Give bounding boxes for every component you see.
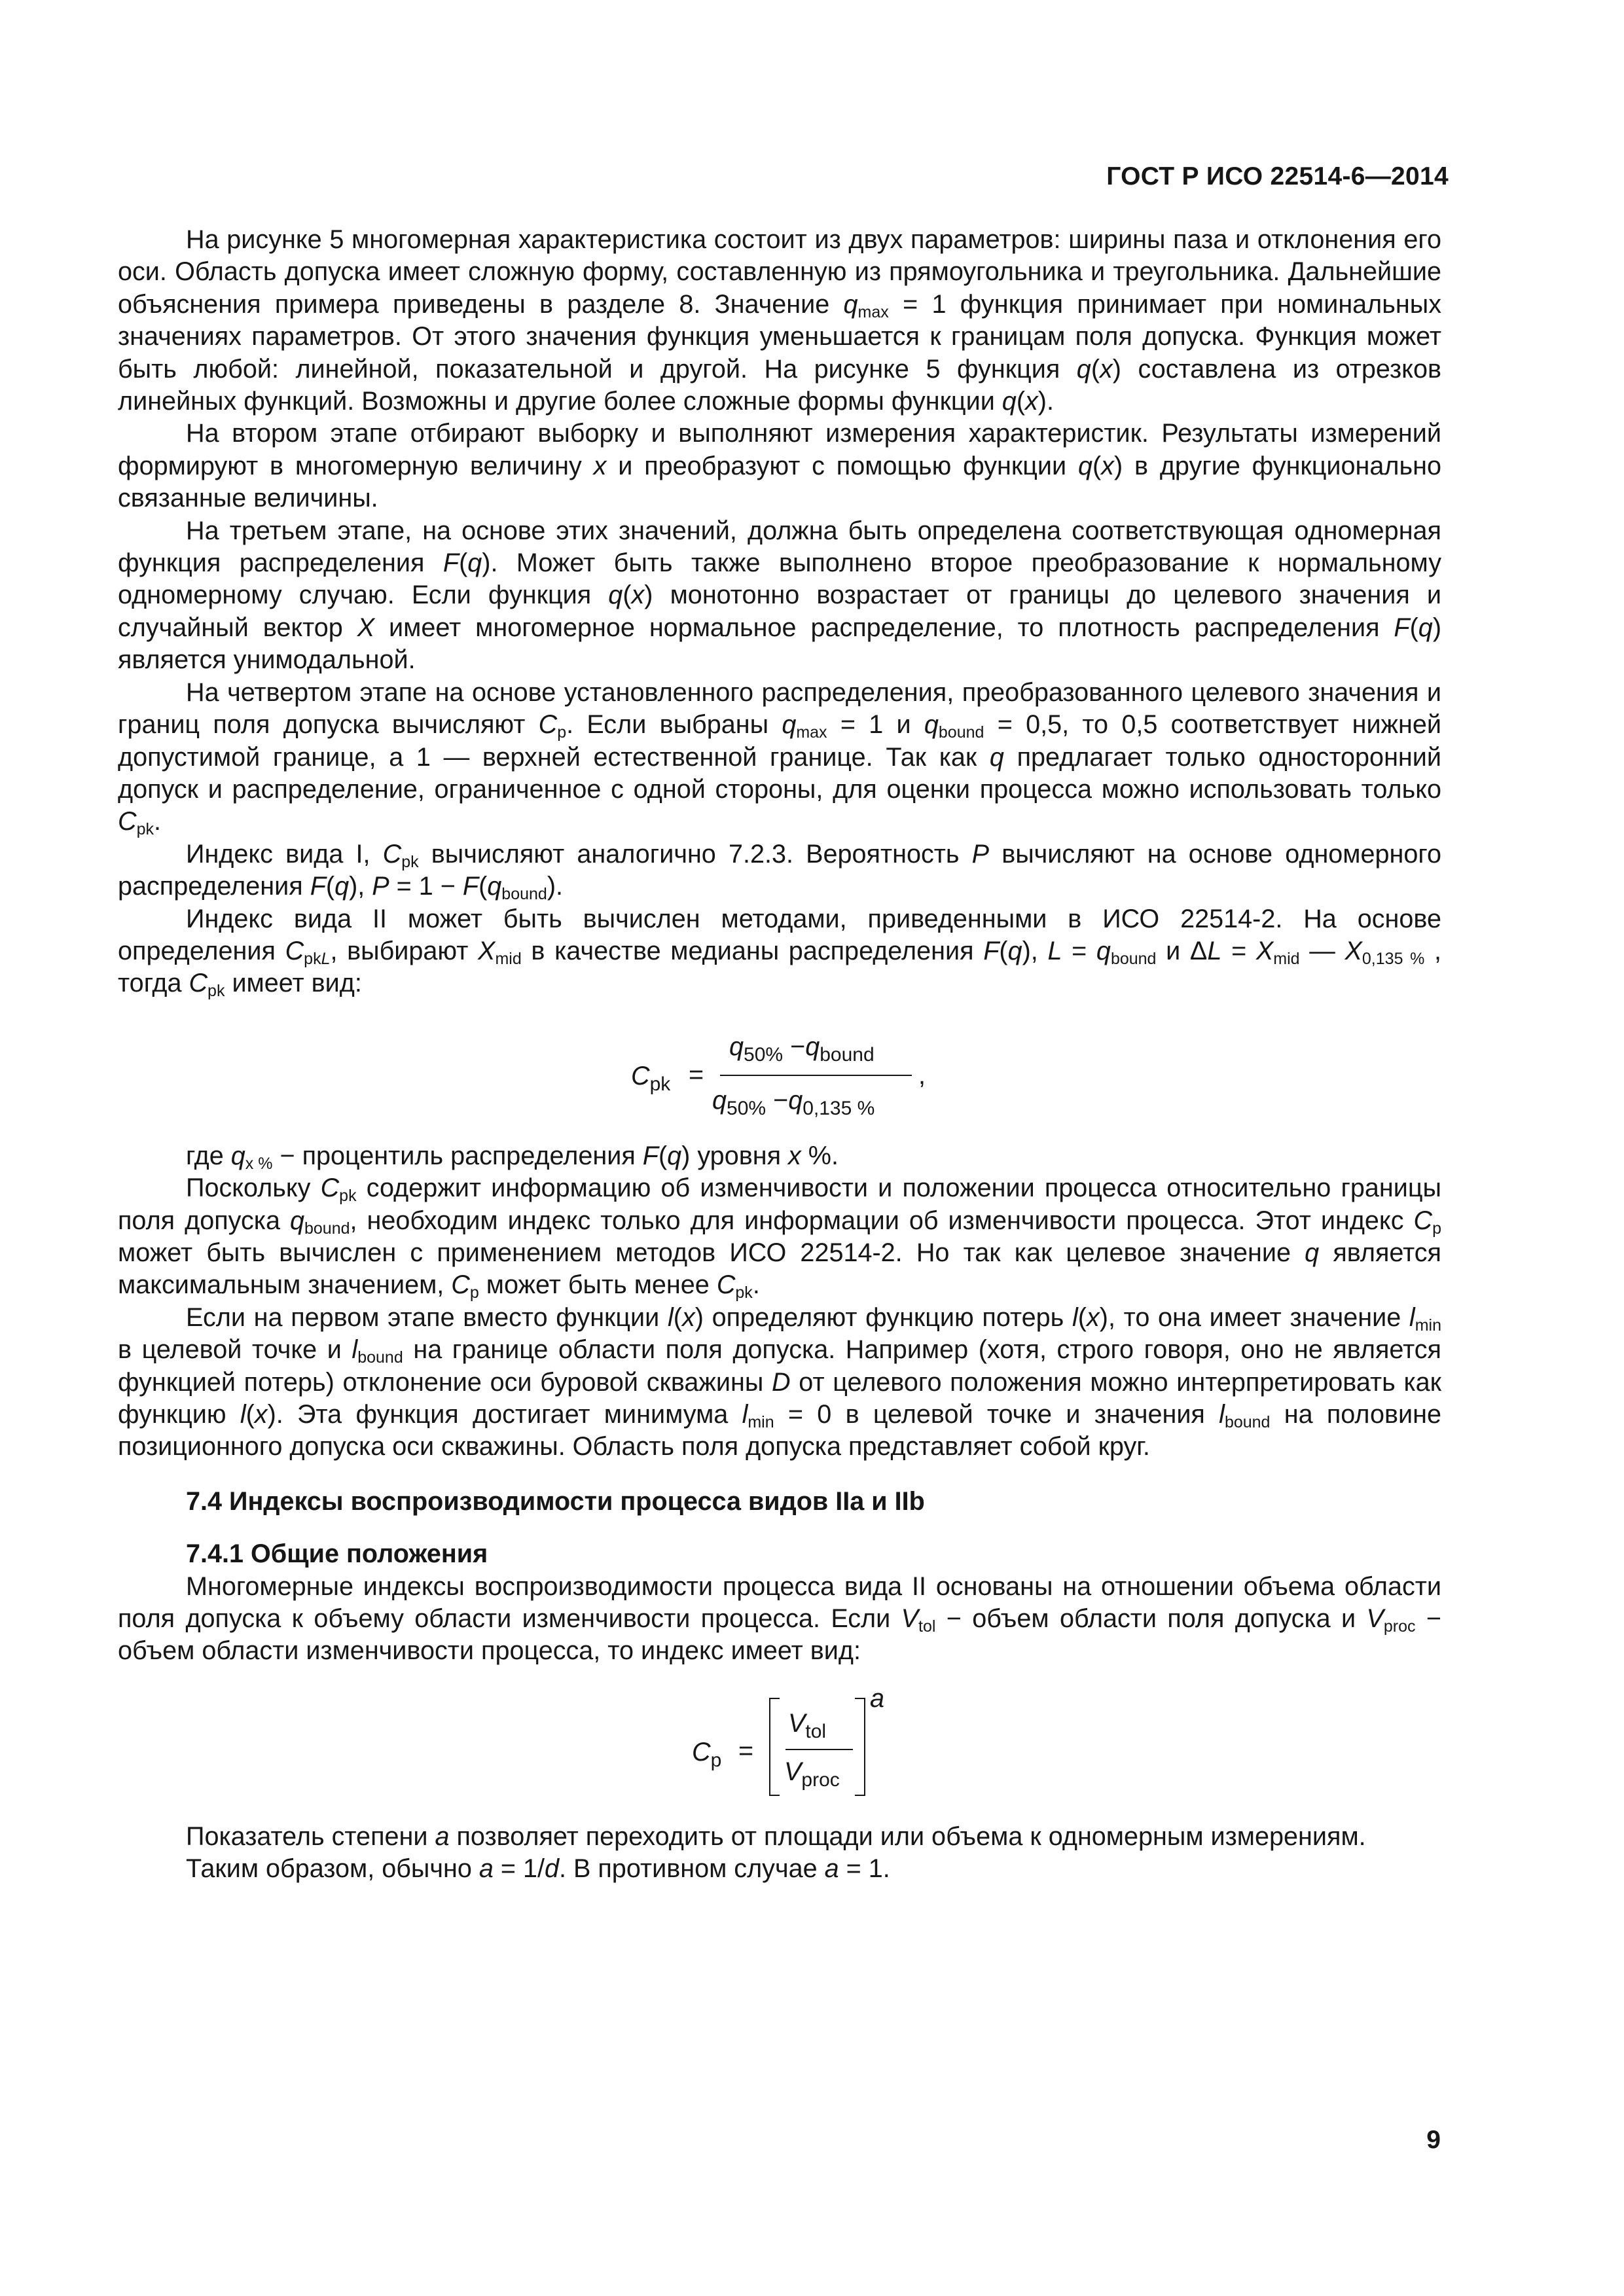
inline-symbol: C [451,1270,470,1300]
text-run: ). Может быть также выполнено второе преобразование к нормальному одномерному случаю. Если функция [118,548,1441,610]
paragraph [118,1172,1441,1302]
inline-symbol: F [642,1141,659,1170]
inline-symbol: proc [1383,1617,1416,1636]
formula-cp-right-bracket [855,1698,865,1796]
text-run: ( [673,1302,682,1332]
text-run: ( [999,936,1008,965]
text-run: ( [325,872,335,901]
inline-symbol: pk [735,1283,753,1302]
text-run: ) [695,1302,704,1332]
inline-symbol: pk [304,949,321,968]
inline-symbol: F [310,872,326,901]
formula-cpk-lhs: $C_{pk}$ [631,1061,671,1095]
formula-cp-numerator: $V_{tol}$ [788,1708,827,1742]
inline-symbol: 0,135 % [1362,949,1425,968]
text-run: На втором этапе отбирают выборку и выполняют измерения характеристик. Результаты измерений формируют в многомерную величину [118,419,1441,480]
text-run: Индекс вида II может быть вычислен методами, приведенными в ИСО 22514-2. На основе определения [118,904,1441,965]
inline-symbol: d [544,1854,559,1884]
text-run: ) [1113,451,1123,480]
inline-symbol: q [1077,451,1092,480]
inline-symbol: q [289,1206,304,1235]
inline-symbol: F [983,936,1000,965]
text-run: на границе области поля допуска. Например (хотя, строго говоря, оно не является функцией потерь) отклонение оси буровой скважины [118,1335,1441,1397]
text-run: в целевой точке и [118,1335,352,1365]
text-run: ) [644,581,653,610]
text-run: − объем области поля допуска и [935,1604,1367,1634]
inline-symbol: C [285,936,304,965]
text-run: = 1/ [493,1854,545,1884]
inline-symbol: p [469,1283,479,1302]
text-run: и Δ [1156,936,1208,965]
text-run: . Эта функция достигает минимума [276,1400,742,1429]
text-run: Индекс вида I, [186,839,383,869]
paragraph [118,224,1441,418]
inline-symbol: q [782,710,797,740]
text-run: = 1 и [827,710,924,740]
inline-symbol: pk [136,820,154,839]
inline-symbol: l [742,1400,748,1429]
inline-symbol: bound [1110,949,1157,968]
inline-symbol: l [1072,1302,1078,1332]
inline-symbol: a [435,1821,450,1851]
formula-cp-fraction-bar [785,1749,853,1750]
text-run: ( [459,548,468,578]
paragraph [118,1853,1441,1885]
text-run: = 0 в целевой точке и значения [774,1400,1219,1429]
text-run: является максимальным значением, [118,1238,1441,1300]
text-run: − объем области изменчивости процесса, то индекс имеет вид: [118,1604,1442,1666]
inline-symbol: X [478,936,496,965]
inline-symbol: pk [401,852,419,871]
formula-cpk [118,1000,1441,1140]
inline-symbol: a [824,1854,839,1884]
text-run: позволяет переходить от площади или объема к одномерным измерениям. [449,1821,1366,1851]
inline-symbol: x [1101,451,1114,480]
text-run: ( [623,581,632,610]
inline-symbol: C [538,710,558,740]
text-run: . В противном случае [558,1854,825,1884]
text-run: — [1299,936,1345,965]
inline-symbol: q [1305,1238,1320,1267]
text-run: ). [547,872,564,901]
inline-symbol: mid [495,949,522,968]
text-run: Поскольку [186,1174,321,1203]
text-run: ) [1112,354,1121,384]
text-run: , необходим индекс только для информации об изменчивости процесса. Этот индекс [350,1206,1414,1235]
inline-symbol: F [1394,613,1410,642]
text-run: Если на первом этапе вместо функции [186,1302,668,1332]
text-run: в качестве медианы распределения [521,936,984,965]
text-run: = 0,5, то 0,5 соответствует нижней допустимой границе, а 1 — верхней естественной границе. Так как [118,710,1442,772]
inline-symbol: q [1096,936,1111,965]
text-run: может быть вычислен с применением методов ИСО 22514-2. Но так как целевое значение [118,1238,1305,1267]
inline-symbol: l [240,1400,246,1429]
text-run: = 1 − [389,872,463,901]
inline-symbol: a [478,1854,494,1884]
text-run: ( [1092,451,1102,480]
inline-symbol: bound [501,885,547,904]
text-run: ). [1038,387,1054,416]
inline-symbol: x [593,451,607,480]
text-run: На рисунке 5 многомерная характеристика состоит из двух параметров: ширины паза и отклонения его оси. Область допуска имеет сложную форму, составленную из прямоугольника и треугольника. Дальнейшие объяснения примера приведены в разделе 8. Значение [118,225,1441,319]
inline-symbol: q [1076,354,1091,384]
text-run: содержит информацию об изменчивости и положении процесса относительно границы поля допуска [118,1174,1441,1235]
text-run: может быть менее [478,1270,717,1300]
paragraph [118,1140,1441,1172]
inline-symbol: max [796,723,827,742]
inline-symbol: l [352,1335,358,1365]
text-run: на половине позиционного допуска оси скважины. Область поля допуска представляет собой круг. [118,1400,1441,1462]
inline-symbol: V [1366,1604,1384,1634]
paragraph-group-a [118,224,1441,1000]
inline-symbol: C [1413,1206,1433,1235]
inline-symbol: q [843,289,858,319]
text-run: На третьем этапе, на основе этих значений, должна быть определена соответствующая одномерная функция распределения [118,516,1441,578]
inline-symbol: x [631,581,645,610]
page-number: 9 [1426,2126,1441,2154]
inline-symbol: l [1219,1400,1225,1429]
paragraph-group-b [118,1140,1441,1463]
inline-symbol: D [772,1367,791,1397]
paragraph [118,418,1441,514]
text-run: = [1062,936,1096,965]
inline-symbol: tol [918,1617,936,1636]
inline-symbol: min [1415,1316,1442,1335]
inline-symbol: L [1207,936,1222,965]
inline-symbol: C [320,1174,340,1203]
inline-symbol: C [118,807,137,836]
formula-cp-left-bracket [769,1698,780,1796]
text-run: ), [1022,936,1048,965]
inline-symbol: bound [1224,1413,1271,1431]
text-run: где [186,1141,231,1170]
inline-symbol: bound [304,1219,350,1238]
inline-symbol: q [1418,613,1433,642]
text-run: ( [658,1141,668,1170]
formula-cpk-numerator: $q_{50\%} -q_{bound}$ [729,1031,875,1066]
paragraph [118,1821,1441,1853]
formula-cp-exponent: a [870,1683,885,1713]
paragraph-group-d [118,1821,1441,1886]
text-run: от целевого положения можно интерпретировать как функцию [118,1367,1441,1429]
inline-symbol: x [788,1141,801,1170]
formula-cp [118,1668,1441,1821]
text-run: , выбирают [330,936,478,965]
body-text [118,224,1441,1886]
text-run: ) является унимодальной. [118,613,1441,675]
inline-symbol: l [1409,1302,1415,1332]
inline-symbol: x [1086,1302,1100,1332]
text-run: определяют функцию потерь [703,1302,1072,1332]
formula-cp-lhs: $C_p$ [692,1737,722,1771]
text-run: ( [1409,613,1418,642]
inline-symbol: C [382,839,402,869]
text-run: ) уровня [681,1141,789,1170]
inline-symbol: X [1344,936,1362,965]
inline-symbol: min [748,1413,774,1431]
inline-symbol: pk [339,1187,357,1206]
text-run: %. [801,1141,839,1170]
inline-symbol: p [1432,1219,1441,1238]
inline-symbol: X [357,613,375,642]
text-run: вычисляют аналогично 7.2.3. Вероятность [418,839,972,869]
inline-symbol: l [667,1302,674,1332]
text-run: Многомерные индексы воспроизводимости процесса вида II основаны на отношении объема области поля допуска к объему области изменчивости процесса. Если [118,1571,1441,1634]
text-run: вычисляют на основе одномерного распределения [118,839,1441,901]
formula-cpk-comma: , [918,1060,926,1090]
text-run: и преобразуют с помощью функции [606,451,1078,480]
inline-symbol: P [372,872,389,901]
inline-symbol: p [557,723,567,742]
text-run: ) [267,1400,276,1429]
inline-symbol: q [1001,387,1017,416]
text-run: Таким образом, обычно [186,1854,479,1884]
inline-symbol: mid [1273,949,1300,968]
text-run: ), [349,872,372,901]
paragraph [118,903,1441,1000]
inline-symbol: P [971,839,990,869]
text-run: ( [1016,387,1025,416]
paragraph [118,838,1441,903]
text-run: имеет многомерное нормальное распределение, то плотность распределения [374,613,1394,642]
text-run: имеет вид: [225,969,362,998]
text-run: − процентиль распределения [272,1141,643,1170]
section-heading-7-4-1: 7.4.1 Общие положения [186,1539,488,1569]
text-run: Показатель степени [186,1821,435,1851]
inline-symbol: q [924,710,939,740]
inline-symbol: F [462,872,479,901]
inline-symbol: C [716,1270,736,1300]
paragraph-group-c [118,1571,1441,1668]
text-run: в другие функционально связанные величины. [118,451,1441,513]
inline-symbol: x % [245,1154,273,1173]
text-run: ( [1091,354,1100,384]
inline-symbol: q [608,581,623,610]
formula-cpk-fraction-bar [720,1075,912,1076]
paragraph [118,1302,1441,1463]
text-run: составлена из отрезков линейных функций. Возможны и другие более сложные формы функции [118,354,1441,416]
inline-symbol: C [189,969,208,998]
inline-symbol: X [1255,936,1274,965]
text-run: , то она имеет значение [1108,1302,1409,1332]
text-run: . [154,807,161,836]
inline-symbol: q [667,1141,682,1170]
inline-symbol: q [334,872,350,901]
text-run: На четвертом этапе на основе установленного распределения, преобразованного целевого значения и границ поля допуска вычисляют [118,677,1441,740]
text-run: предлагает только односторонний допуск и распределение, ограниченное с одной стороны, для оценки процесса можно использовать только [118,742,1442,804]
inline-symbol: bound [357,1348,403,1367]
inline-symbol: q [230,1141,245,1170]
inline-symbol: q [467,548,482,578]
formula-cpk-denominator: $q_{50\%} -q_{0,135 \%}$ [712,1085,875,1119]
inline-symbol: V [901,1604,919,1634]
inline-symbol: F [442,548,460,578]
paragraph [118,515,1441,677]
text-run: ) [1099,1302,1108,1332]
text-run: . Если выбраны [566,710,782,740]
text-run: ( [478,872,488,901]
formula-cpk-equals: = [689,1060,704,1089]
inline-symbol: L [321,949,331,968]
inline-symbol: q [487,872,502,901]
text-run: = 1. [839,1854,890,1884]
text-run: = 1 функция принимает при номинальных значениях параметров. От этого значения функция уменьшается к границам поля допуска. Функция может быть любой: линейной, показательной и другой. На рисунке 5 функция [118,289,1441,384]
inline-symbol: q [1007,936,1022,965]
text-run: . [752,1270,760,1300]
formula-cp-denominator: $V_{proc}$ [784,1757,840,1791]
section-heading-7-4: 7.4 Индексы воспроизводимости процесса видов IIa и IIb [186,1486,925,1516]
document-code-header: ГОСТ Р ИСО 22514-6—2014 [1106,162,1449,190]
inline-symbol: q [989,742,1004,772]
text-run: , тогда [118,936,1441,998]
formula-cp-equals: = [738,1736,754,1765]
inline-symbol: max [857,302,889,321]
text-run: ( [1077,1302,1087,1332]
inline-symbol: bound [938,723,984,742]
text-run: = [1221,936,1256,965]
inline-symbol: x [254,1400,268,1429]
paragraph [118,1571,1441,1668]
inline-symbol: x [1025,387,1038,416]
inline-symbol: x [1100,354,1113,384]
text-run: ( [245,1400,255,1429]
text-run: монотонно возрастает от границы до целевого значения и случайный вектор [118,581,1441,642]
inline-symbol: x [681,1302,695,1332]
paragraph [118,677,1441,838]
inline-symbol: pk [208,982,225,1001]
inline-symbol: L [1047,936,1062,965]
